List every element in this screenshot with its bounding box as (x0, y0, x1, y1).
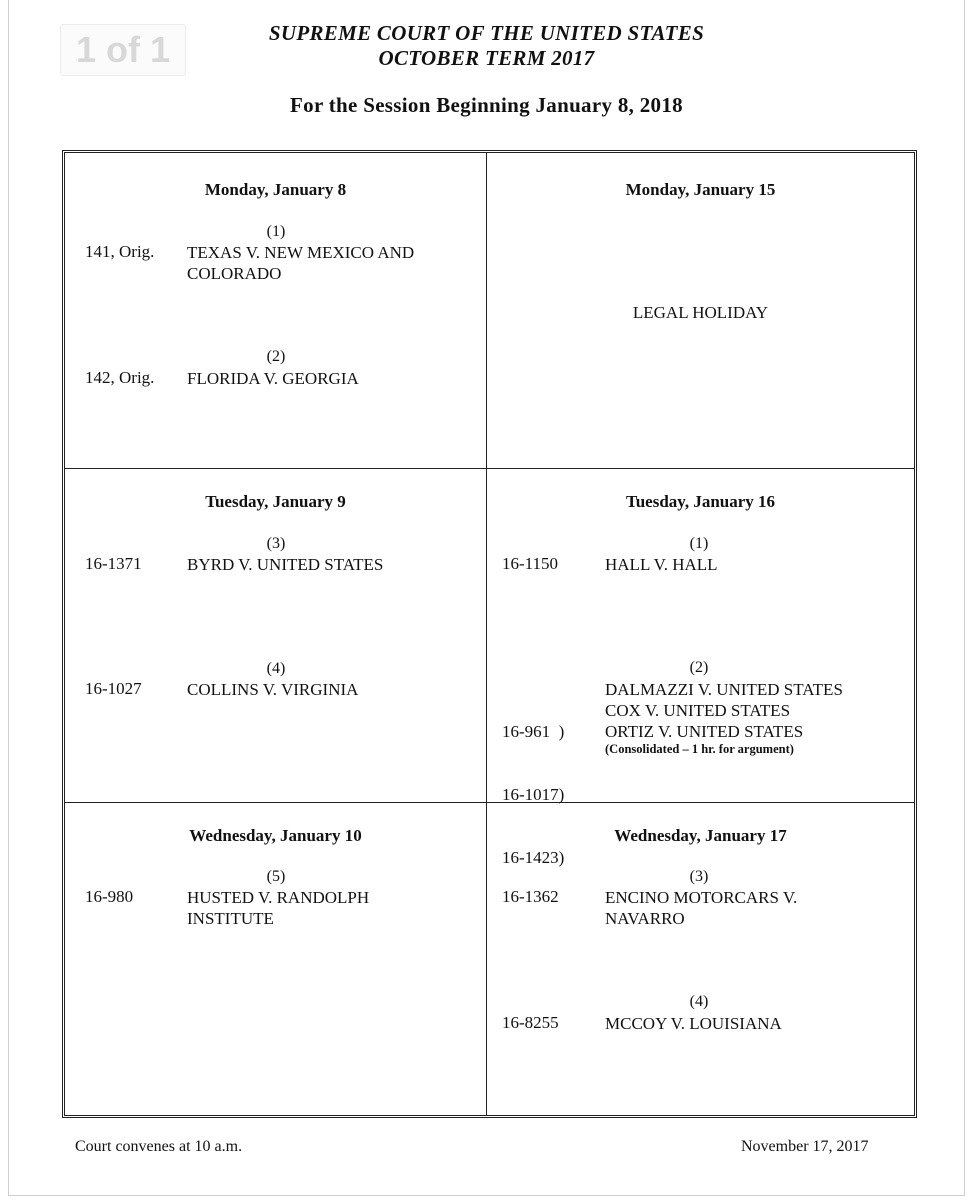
day-heading: Tuesday, January 16 (625, 492, 776, 511)
case-number: (1) (266, 223, 286, 240)
case-name-line: FLORIDA V. GEORGIA (187, 369, 359, 388)
case-name (605, 679, 843, 742)
docket-number: 16-1027 (85, 679, 142, 698)
day-heading: Monday, January 15 (625, 180, 776, 199)
consolidation-note: (Consolidated – 1 hr. for argument) (605, 742, 794, 756)
day-heading: Monday, January 8 (204, 180, 347, 199)
case-name-line: DALMAZZI V. UNITED STATES (605, 680, 843, 699)
session-title: For the Session Beginning January 8, 2018 (290, 93, 683, 117)
case-number: (3) (266, 535, 286, 552)
case-number: (5) (266, 868, 286, 885)
docket-number-group (502, 679, 564, 910)
case-name-line: BYRD V. UNITED STATES (187, 555, 384, 574)
case-number: (2) (266, 348, 286, 365)
case-number: (4) (266, 660, 286, 677)
case-name-line: ORTIZ V. UNITED STATES (605, 722, 804, 741)
case-name-line: INSTITUTE (187, 909, 274, 928)
page-indicator: 1 of 1 (60, 24, 186, 76)
docket-number: 16-1423) (502, 848, 565, 867)
case-number: (2) (689, 659, 709, 676)
case-name-line: HUSTED V. RANDOLPH (187, 888, 370, 907)
docket-number: 141, Orig. (85, 242, 155, 261)
case-number: (4) (689, 993, 709, 1010)
case-name (187, 368, 359, 389)
day-heading: Wednesday, January 17 (614, 826, 787, 845)
case-name-line: HALL V. HALL (605, 555, 718, 574)
case-name (187, 679, 358, 700)
row-divider (65, 468, 914, 469)
case-name (605, 554, 718, 575)
day-heading: Tuesday, January 9 (205, 492, 346, 511)
docket-number: 16-961 ) (502, 722, 565, 741)
docket-number: 16-1371 (85, 554, 142, 573)
docket-number: 16-8255 (502, 1013, 559, 1032)
court-title: SUPREME COURT OF THE UNITED STATES (268, 21, 705, 45)
case-number: (1) (689, 535, 709, 552)
row-divider (65, 802, 914, 803)
docket-number: 16-1150 (502, 554, 559, 573)
holiday-label: LEGAL HOLIDAY (632, 303, 769, 322)
issue-date: November 17, 2017 (741, 1138, 869, 1155)
case-name (187, 887, 369, 929)
case-name (605, 1013, 782, 1034)
docket-number: 16-1362 (502, 887, 559, 906)
column-divider (486, 153, 487, 1115)
case-name-line: ENCINO MOTORCARS V. (605, 888, 798, 907)
argument-calendar-grid (62, 150, 917, 1118)
case-name (605, 887, 797, 929)
case-name-line: COLLINS V. VIRGINIA (187, 680, 359, 699)
case-name (187, 242, 414, 284)
docket-number: 142, Orig. (85, 368, 155, 387)
case-name-line: TEXAS V. NEW MEXICO AND (187, 243, 415, 262)
convene-time-note: Court convenes at 10 a.m. (75, 1138, 243, 1155)
case-number: (3) (689, 868, 709, 885)
docket-number: 16-1017) (502, 785, 565, 804)
case-name-line: COX V. UNITED STATES (605, 701, 791, 720)
case-name (187, 554, 383, 575)
term-title: OCTOBER TERM 2017 (378, 46, 595, 70)
docket-number: 16-980 (85, 887, 134, 906)
day-heading: Wednesday, January 10 (189, 826, 362, 845)
case-name-line: MCCOY V. LOUISIANA (605, 1014, 782, 1033)
case-name-line: COLORADO (187, 264, 282, 283)
case-name-line: NAVARRO (605, 909, 685, 928)
